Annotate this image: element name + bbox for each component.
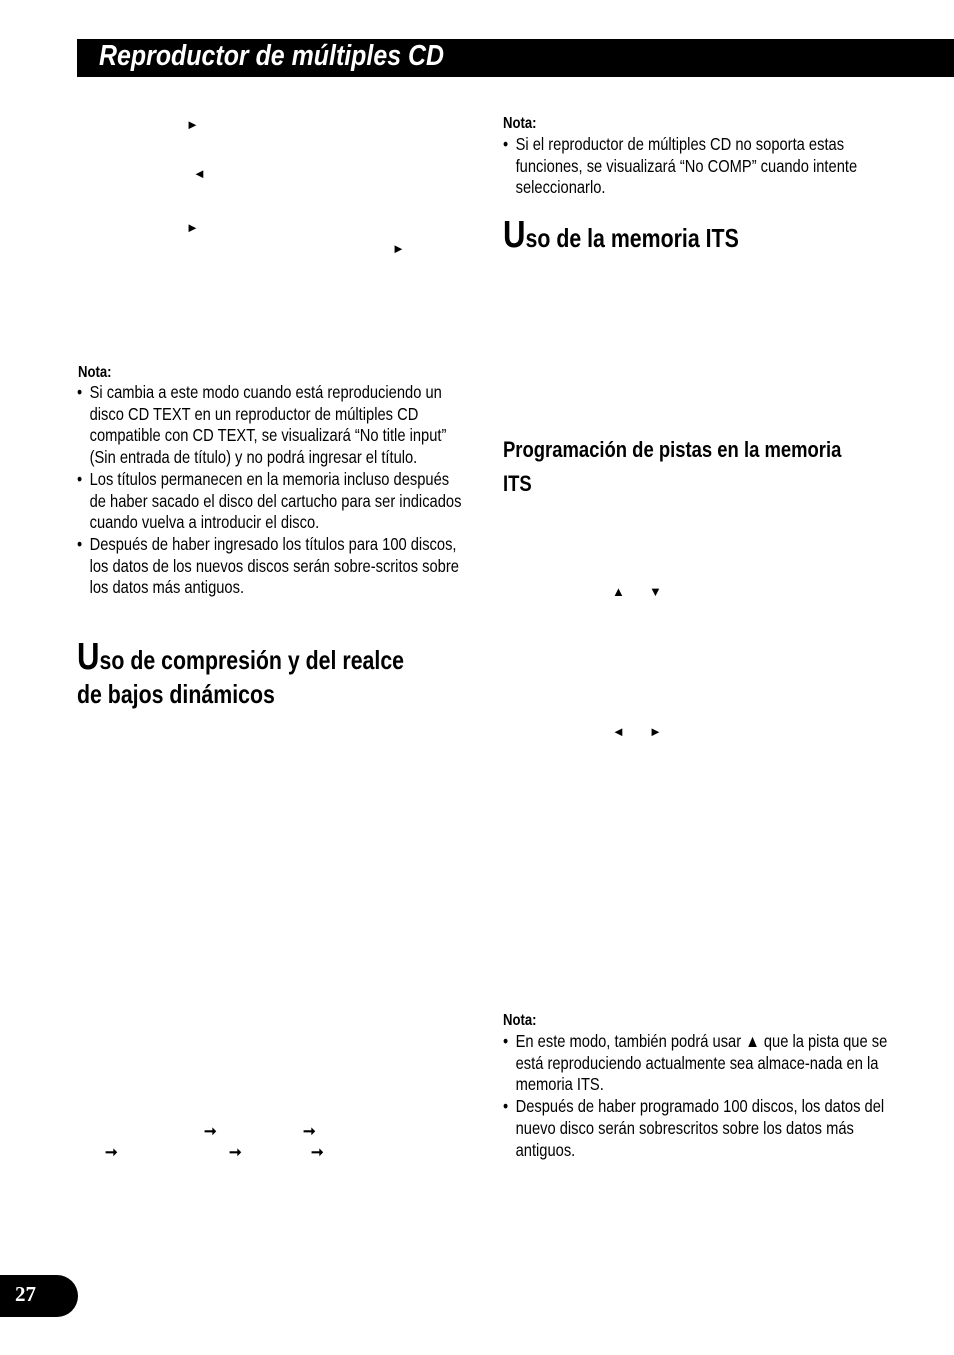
arrow-right-icon: ➞: [303, 1123, 316, 1140]
page-number: 27: [15, 1282, 36, 1306]
page-title: Reproductor de múltiples CD: [99, 40, 445, 72]
play-right-icon: ►: [186, 220, 199, 235]
play-left-icon: ◄: [612, 724, 625, 739]
play-right-icon: ►: [186, 117, 199, 132]
heading-initial: U: [77, 636, 100, 678]
note-label: Nota:: [78, 364, 112, 381]
subheading-programacion: [503, 433, 880, 501]
note-list: [77, 382, 463, 599]
note-list: [503, 134, 898, 199]
section-heading-compression: [77, 636, 454, 711]
note-label: Nota:: [503, 1012, 537, 1029]
arrow-right-icon: ➞: [105, 1144, 118, 1161]
page-number-tab: [0, 1275, 78, 1317]
header-bar: [77, 39, 954, 77]
arrow-right-icon: ➞: [204, 1123, 217, 1140]
note-list: [503, 1031, 898, 1161]
arrow-right-icon: ➞: [311, 1144, 324, 1161]
note-item: • Después de haber programado 100 discos, los datos del nuevo disco serán sobrescritos sobre los datos más antiguos.: [503, 1096, 898, 1161]
heading-text: so de compresión y del realce: [99, 645, 405, 675]
subheading-text: Programación de pistas en la memoria: [503, 437, 842, 462]
play-left-icon: ◄: [193, 166, 206, 181]
play-right-icon: ►: [392, 241, 405, 256]
subheading-text: ITS: [503, 471, 532, 496]
note-item: • Después de haber ingresado los títulos para 100 discos, los datos de los nuevos discos serán sobre-scritos sobre los datos más antiguos.: [77, 534, 463, 599]
note-item: • Los títulos permanecen en la memoria incluso después de haber sacado el disco del cartucho para ser indicados cuando vuelva a introducir el disco.: [77, 469, 463, 534]
play-right-icon: ►: [649, 724, 662, 739]
arrow-right-icon: ➞: [229, 1144, 242, 1161]
note-item: • En este modo, también podrá usar ▲ que la pista que se está reproduciendo actualmente sea almace-nada en la memoria ITS.: [503, 1031, 898, 1096]
heading-initial: U: [503, 214, 526, 256]
up-triangle-icon: ▲: [612, 584, 625, 599]
note-item: • Si cambia a este modo cuando está reproduciendo un disco CD TEXT en un reproductor de múltiples CD compatible con CD TEXT, se visualizará “No title input” (Sin entrada de título) y no podrá ingresar el título.: [77, 382, 463, 469]
note-item: • Si el reproductor de múltiples CD no soporta estas funciones, se visualizará “No COMP” cuando intente seleccionarlo.: [503, 134, 898, 199]
heading-text: so de la memoria ITS: [525, 223, 739, 253]
note-label: Nota:: [503, 115, 537, 132]
heading-text: de bajos dinámicos: [77, 679, 275, 709]
section-heading-its: [503, 214, 880, 256]
down-triangle-icon: ▼: [649, 584, 662, 599]
